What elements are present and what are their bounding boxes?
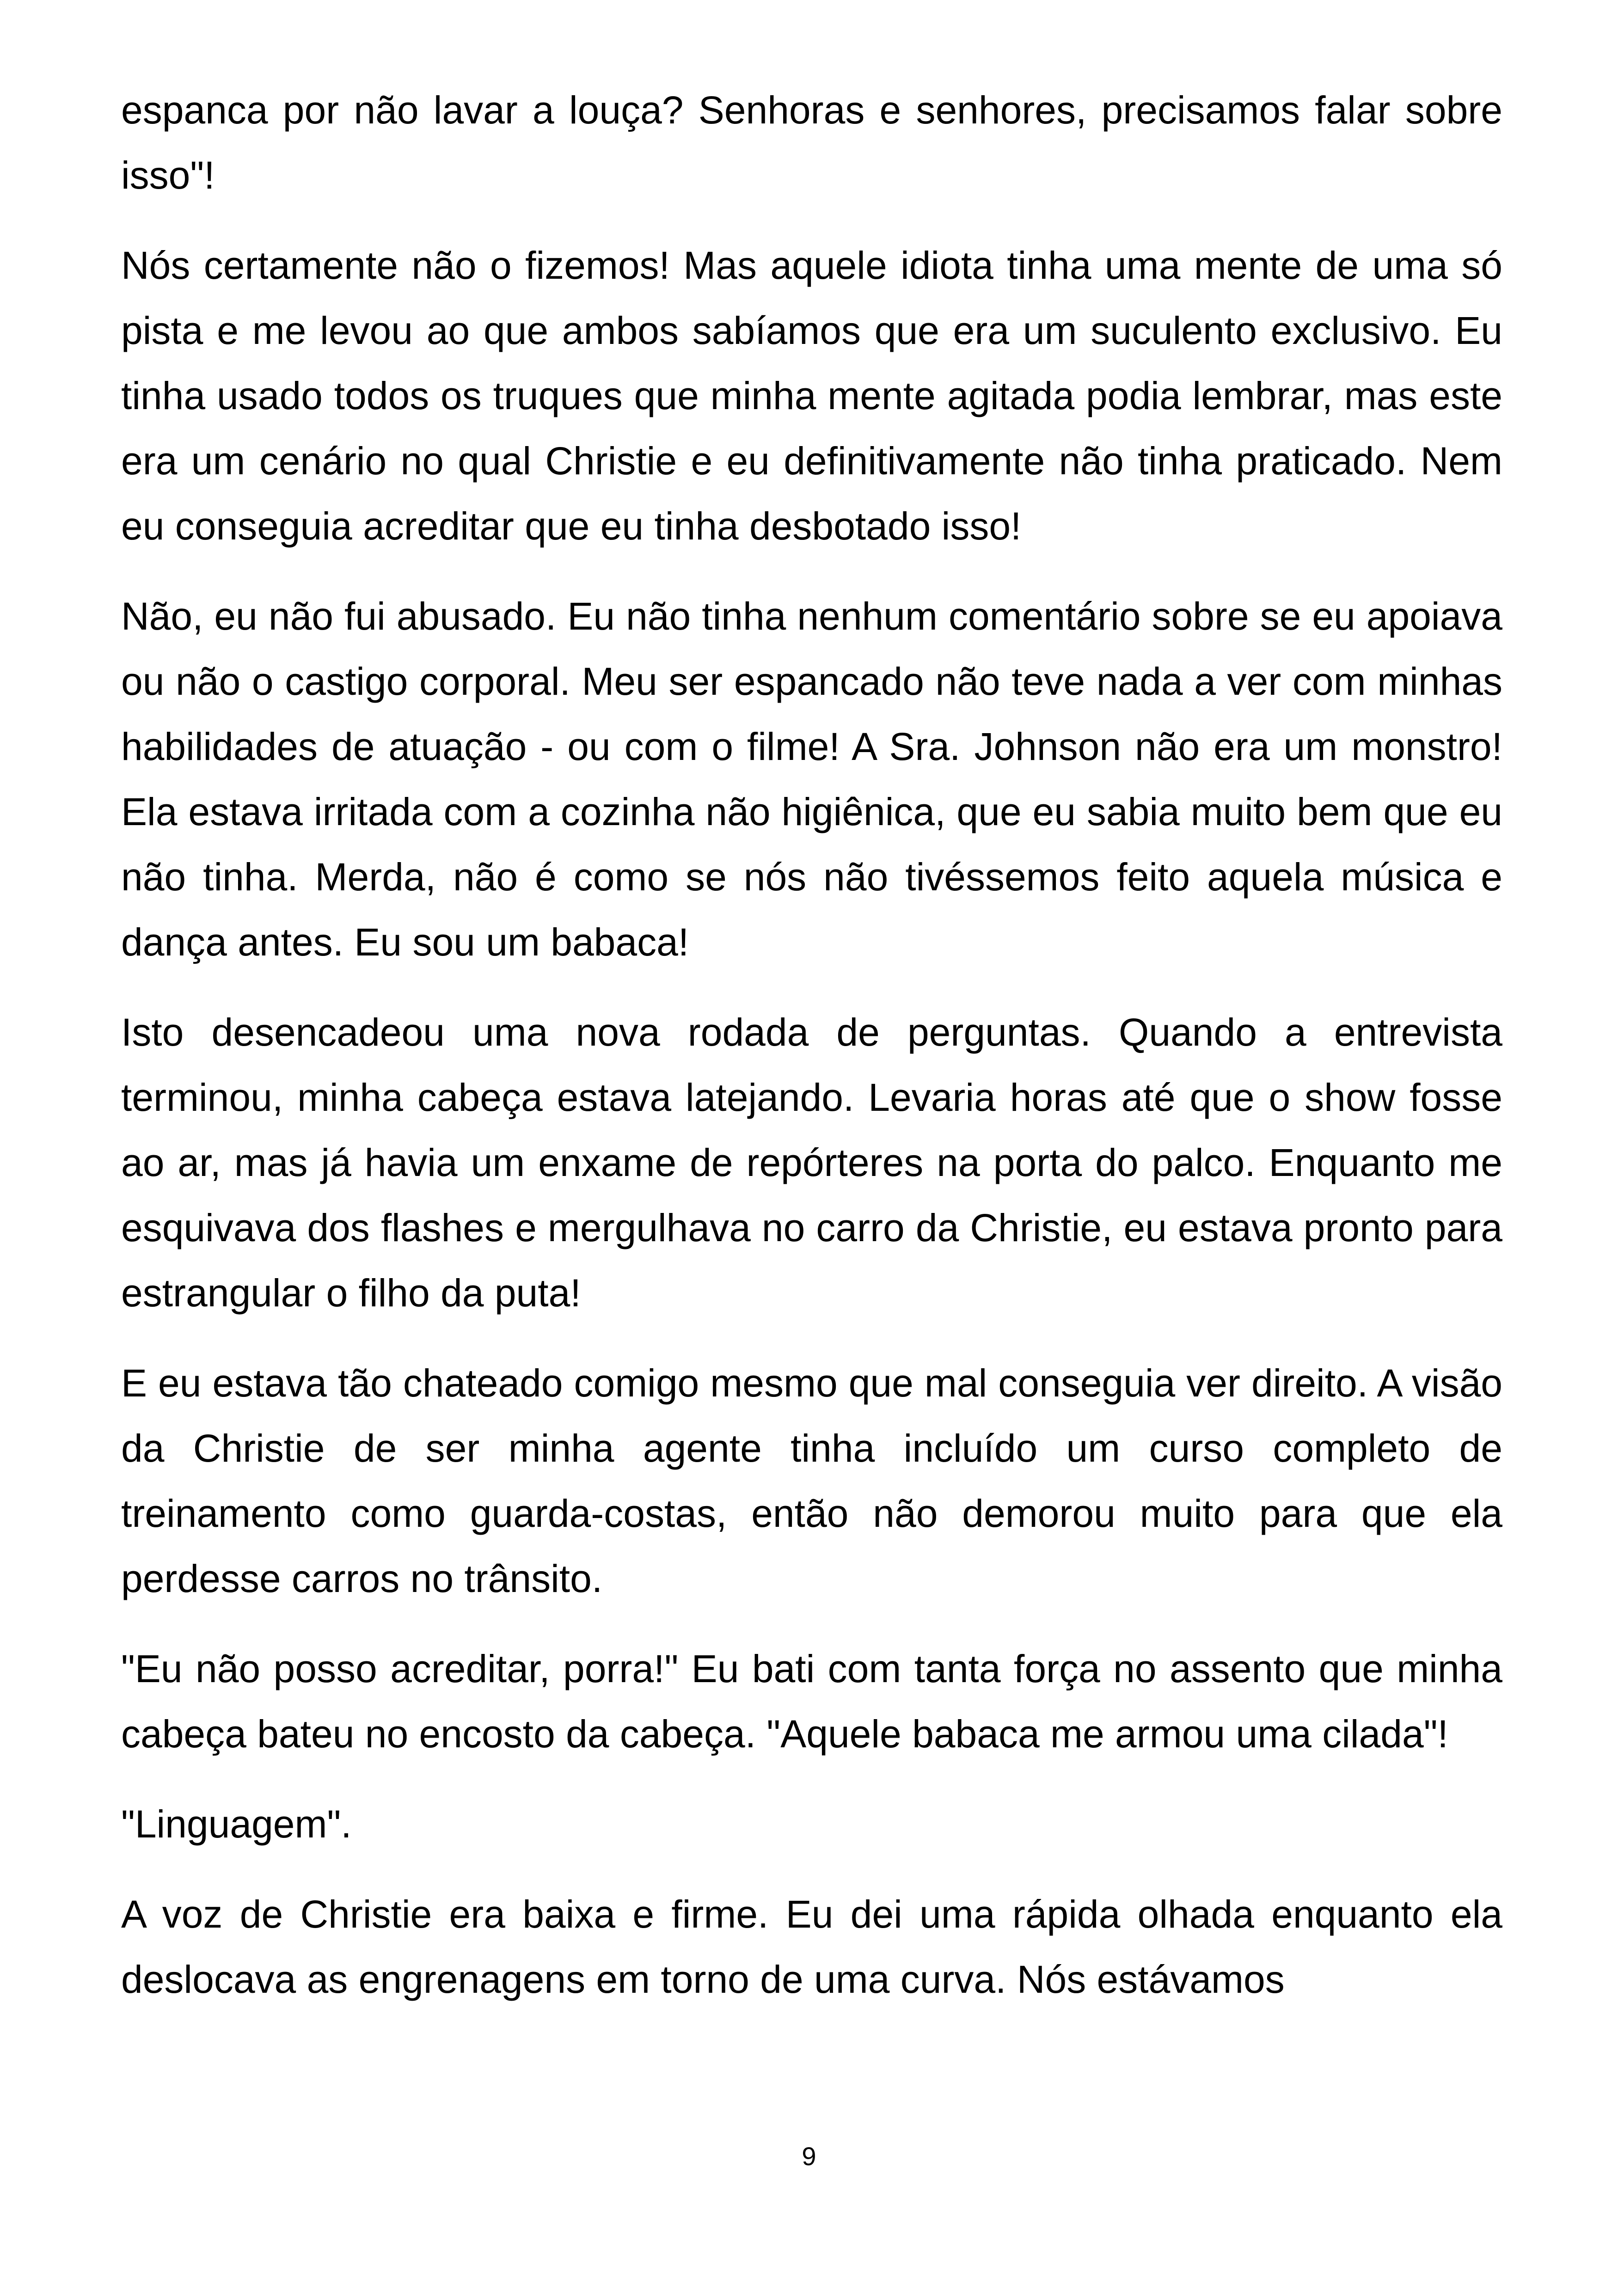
paragraph: "Eu não posso acreditar, porra!" Eu bati com tanta força no assento que minha cabeça bateu no encosto da cabeça. "Aquele babaca me armou uma cilada"!: [121, 1647, 1502, 1756]
paragraph: Nós certamente não o fizemos! Mas aquele idiota tinha uma mente de uma só pista e me levou ao que ambos sabíamos que era um suculento exclusivo. Eu tinha usado todos os truques que minha mente agitada podia lembrar, mas este era um cenário no qual Christie e eu definitivamente não tinha praticado. Nem eu conseguia acreditar que eu tinha desbotado isso!: [121, 244, 1502, 548]
paragraph: espanca por não lavar a louça? Senhoras e senhores, precisamos falar sobre isso"!: [121, 88, 1502, 197]
paragraph: Não, eu não fui abusado. Eu não tinha nenhum comentário sobre se eu apoiava ou não o castigo corporal. Meu ser espancado não teve nada a ver com minhas habilidades de atuação - ou com o filme! A Sra. Johnson não era um monstro! Ela estava irritada com a cozinha não higiênica, que eu sabia muito bem que eu não tinha. Merda, não é como se nós não tivéssemos feito aquela música e dança antes. Eu sou um babaca!: [121, 594, 1502, 964]
paragraph: Isto desencadeou uma nova rodada de perguntas. Quando a entrevista terminou, minha cabeça estava latejando. Levaria horas até que o show fosse ao ar, mas já havia um enxame de repórteres na porta do palco. Enquanto me esquivava dos flashes e mergulhava no carro da Christie, eu estava pronto para estrangular o filho da puta!: [121, 1010, 1502, 1315]
paragraph: E eu estava tão chateado comigo mesmo que mal conseguia ver direito. A visão da Christie de ser minha agente tinha incluído um curso completo de treinamento como guarda-costas, então não demorou muito para que ela perdesse carros no trânsito.: [121, 1361, 1502, 1600]
paragraph: "Linguagem".: [121, 1802, 352, 1846]
page-body: [121, 78, 1502, 2037]
page-number: 9: [802, 2142, 816, 2171]
paragraph: A voz de Christie era baixa e firme. Eu dei uma rápida olhada enquanto ela deslocava as engrenagens em torno de uma curva. Nós estávamos: [121, 1892, 1502, 2001]
